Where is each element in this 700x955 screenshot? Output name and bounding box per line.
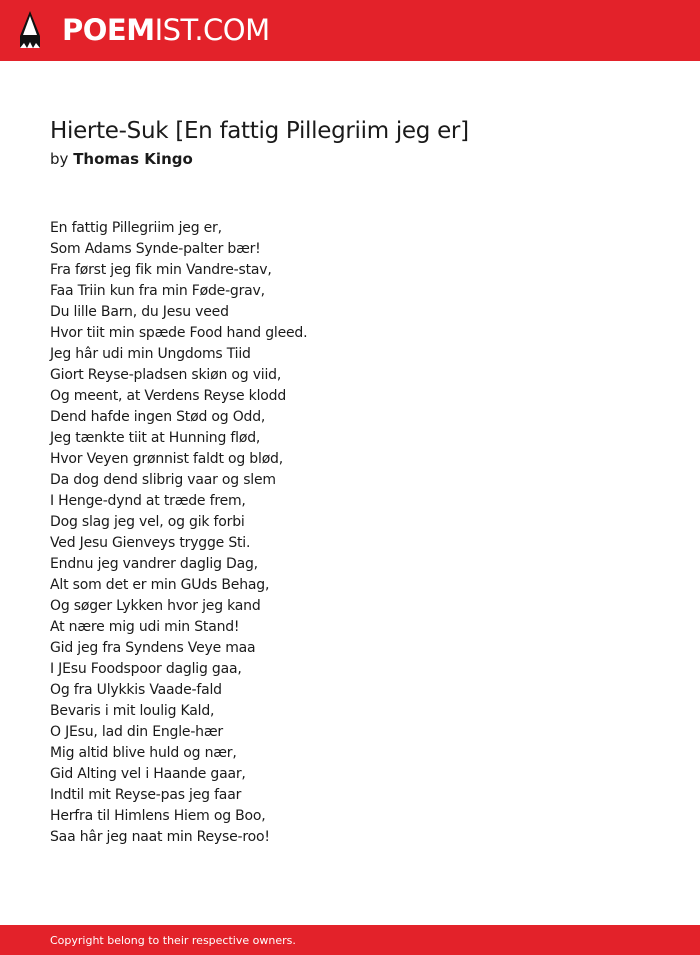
site-logo[interactable]: [62, 12, 270, 48]
logo-text-bold: POEM: [62, 13, 155, 47]
poem-line: Saa hâr jeg naat min Reyse-roo!: [50, 829, 270, 845]
poem-line: Gid Alting vel i Haande gaar,: [50, 766, 246, 782]
logo-text-light: IST.COM: [154, 13, 270, 47]
poem-author: Thomas Kingo: [73, 150, 193, 168]
poem-line: Gid jeg fra Syndens Veye maa: [50, 640, 256, 656]
poem-line: Indtil mit Reyse-pas jeg faar: [50, 787, 242, 803]
poem-byline: [50, 149, 193, 169]
poem-line: Dog slag jeg vel, og gik forbi: [50, 514, 245, 530]
poem-line: I Henge-dynd at træde frem,: [50, 493, 246, 509]
site-footer: [0, 925, 700, 955]
poem-line: Faa Triin kun fra min Føde-grav,: [50, 283, 265, 299]
poem-line: Og meent, at Verdens Reyse klodd: [50, 388, 287, 404]
poem-line: Ved Jesu Gienveys trygge Sti.: [50, 535, 251, 551]
poem-line: Jeg tænkte tiit at Hunning flød,: [50, 430, 261, 446]
poem-line: Endnu jeg vandrer daglig Dag,: [50, 556, 258, 572]
poem-line: Jeg hâr udi min Ungdoms Tiid: [50, 346, 251, 362]
poem-line: Hvor Veyen grønnist faldt og blød,: [50, 451, 283, 467]
poem-line: Dend hafde ingen Stød og Odd,: [50, 409, 266, 425]
poem-title: Hierte-Suk [En fattig Pillegriim jeg er]: [50, 118, 469, 144]
pen-nib-icon[interactable]: [18, 10, 42, 50]
poem-line: Og fra Ulykkis Vaade-fald: [50, 682, 222, 698]
poem-line: Mig altid blive huld og nær,: [50, 745, 237, 761]
poem-line: O JEsu, lad din Engle-hær: [50, 724, 223, 740]
poem-line: En fattig Pillegriim jeg er,: [50, 220, 222, 236]
poem-line: Som Adams Synde-palter bær!: [50, 241, 261, 257]
poem-line: Du lille Barn, du Jesu veed: [50, 304, 229, 320]
poem-line: Fra først jeg fik min Vandre-stav,: [50, 262, 272, 278]
poem-line: Hvor tiit min spæde Food hand gleed.: [50, 325, 308, 341]
poem-line: At nære mig udi min Stand!: [50, 619, 240, 635]
poem-line: Da dog dend slibrig vaar og slem: [50, 472, 276, 488]
poem-line: I JEsu Foodspoor daglig gaa,: [50, 661, 242, 677]
site-header: [0, 0, 700, 61]
poem-line: Giort Reyse-pladsen skiøn og viid,: [50, 367, 282, 383]
copyright-notice: Copyright belong to their respective owners.: [50, 934, 296, 947]
by-label: by: [50, 150, 69, 168]
poem-line: Alt som det er min GUds Behag,: [50, 577, 270, 593]
poem-line: Bevaris i mit loulig Kald,: [50, 703, 215, 719]
poem-line: Herfra til Himlens Hiem og Boo,: [50, 808, 266, 824]
poem-body: [50, 218, 307, 848]
poem-line: Og søger Lykken hvor jeg kand: [50, 598, 261, 614]
